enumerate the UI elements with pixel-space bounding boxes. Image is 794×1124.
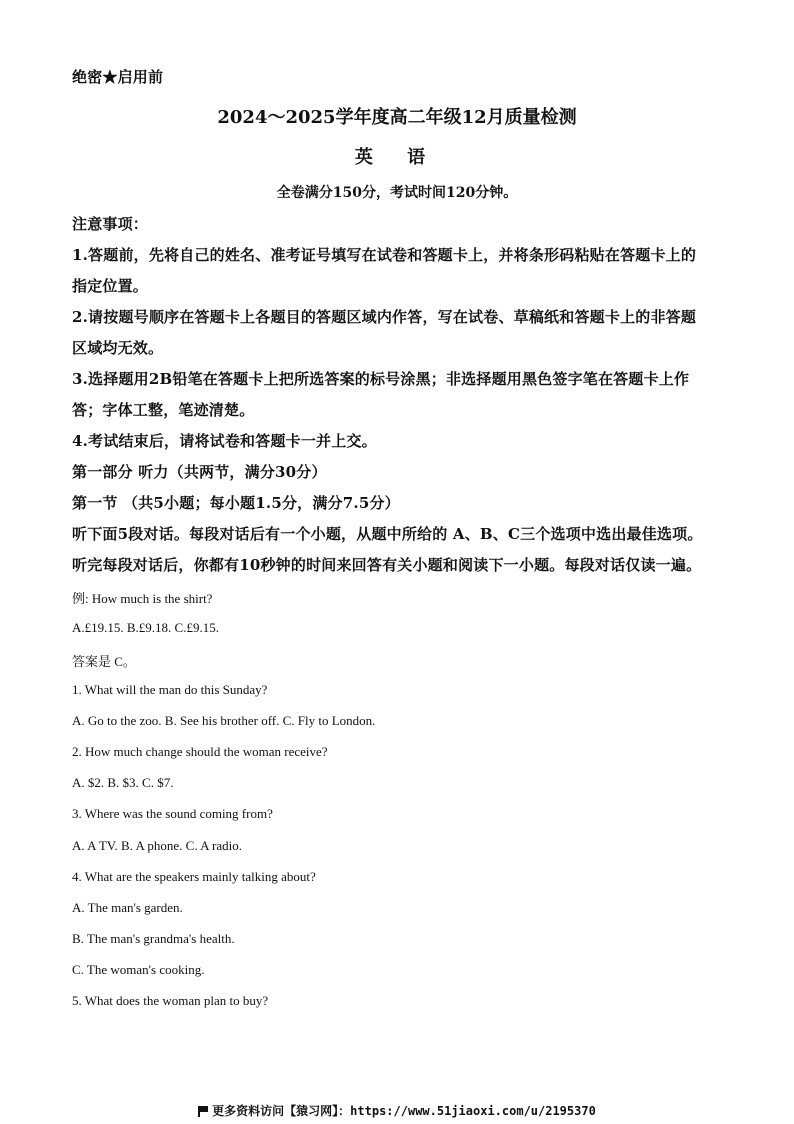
notes-line: 1.答题前，先将自己的姓名、准考证号填写在试卷和答题卡上，并将条形码粘贴在答题卡上的 (72, 246, 697, 264)
notes-line: 3.选择题用2B铅笔在答题卡上把所选答案的标号涂黑；非选择题用黑色签字笔在答题卡上作 (72, 370, 690, 388)
subject-title: 英 语 (354, 147, 440, 168)
instruction-line: 听下面5段对话。每段对话后有一个小题，从题中所给的 A、B、C三个选项中选出最佳选项。 (72, 525, 703, 543)
score-note: 全卷满分150分，考试时间120分钟。 (276, 185, 518, 201)
instruction-line: 听完每段对话后，你都有10秒钟的时间来回答有关小题和阅读下一小题。每段对话仅读一遍。 (72, 556, 702, 574)
question-3: 3. Where was the sound coming from? (72, 806, 273, 821)
section1-heading: 第一节 （共5小题；每小题1.5分，满分7.5分） (72, 494, 400, 512)
exam-title: 2024～2025学年度高二年级12月质量检测 (217, 107, 577, 128)
notes-line: 4.考试结束后，请将试卷和答题卡一并上交。 (72, 432, 377, 450)
notes-heading: 注意事项： (72, 215, 149, 233)
example-answer: 答案是 C。 (72, 654, 136, 669)
question-4-option-c: C. The woman's cooking. (72, 962, 205, 977)
question-5: 5. What does the woman plan to buy? (72, 993, 269, 1008)
question-1-options: A. Go to the zoo. B. See his brother off. C. Fly to London. (72, 713, 376, 728)
question-2: 2. How much change should the woman receive? (72, 744, 328, 759)
notes-line: 区域均无效。 (72, 339, 164, 357)
footer-text: 更多资料访问【猿习网】：https://www.51jiaoxi.com/u/2195370 (212, 1104, 596, 1118)
secret-label: 绝密★启用前 (72, 68, 164, 86)
question-4-option-a: A. The man's garden. (72, 900, 183, 915)
notes-line: 指定位置。 (72, 277, 149, 295)
question-3-options: A. A TV. B. A phone. C. A radio. (72, 838, 242, 853)
flag-icon (198, 1106, 208, 1116)
example-question: 例: How much is the shirt? (72, 591, 213, 606)
notes-line: 答；字体工整，笔迹清楚。 (72, 401, 255, 419)
question-4-option-b: B. The man's grandma's health. (72, 931, 235, 946)
question-2-options: A. $2. B. $3. C. $7. (72, 775, 174, 790)
part1-heading: 第一部分 听力（共两节，满分30分） (72, 463, 327, 481)
question-4: 4. What are the speakers mainly talking about? (72, 869, 316, 884)
notes-line: 2.请按题号顺序在答题卡上各题目的答题区域内作答，写在试卷、草稿纸和答题卡上的非答题 (72, 308, 697, 326)
example-options: A.£19.15. B.£9.18. C.£9.15. (72, 620, 219, 635)
footer-link[interactable] (0, 1102, 794, 1119)
question-1: 1. What will the man do this Sunday? (72, 682, 268, 697)
